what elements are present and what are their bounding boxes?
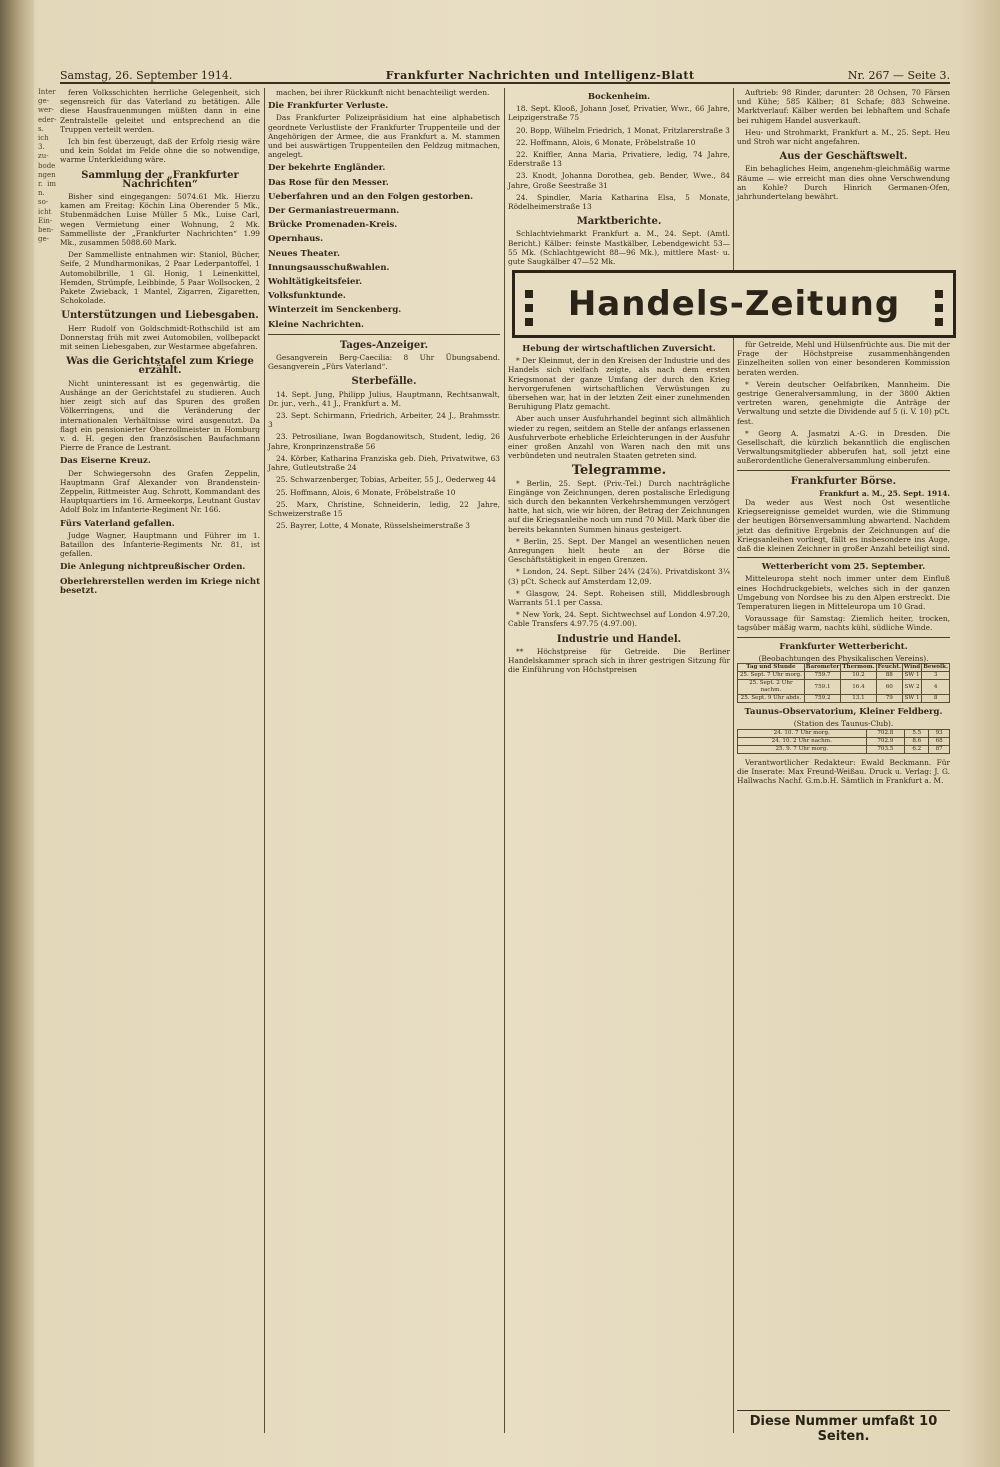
article-heading: Neues Theater. xyxy=(268,248,340,259)
article-heading: Das Rose für den Messer. xyxy=(268,177,389,188)
article-heading: Volksfunktunde. xyxy=(268,291,346,302)
column-header: Barometer xyxy=(805,664,840,671)
table-cell: 25. Sept. 7 Uhr morg. xyxy=(738,672,805,680)
article-text: Schlachtviehmarkt Frankfurt a. M., 24. Sept. (Amtl. Bericht.) Kälber: feinste Mastkälber, Lebendgewicht 53—55 Mk. (Schlachtgewicht 88—96 Mk.), mittlere Mast- u. gute Saugkälber 47—52 Mk. xyxy=(508,229,730,267)
article-text: Gesangverein Berg-Caecilia: 8 Uhr Übungsabend. Gesangverein „Fürs Vaterland“. xyxy=(268,353,500,372)
article-text: * Berlin, 25. Sept. (Priv.-Tel.) Durch nachträgliche Eingänge von Zeichnungen, deren postalische Erledigung sich durch den bekannten Verkehrshemmungen verzögert hatte, hat sich, wie wir hören, der Betrag der Zeichnungen auf die Kriegsanleihe noch um rund 70 Mill. Mark über die bereits bekannten Summen hinaus gesteigert. xyxy=(508,478,730,534)
article-heading: Winterzeit im Senckenberg. xyxy=(268,305,402,316)
divider xyxy=(268,334,500,335)
table-cell: 8.6 xyxy=(905,737,929,745)
taunus-table xyxy=(737,729,950,754)
article-heading: Der Germaniastreuermann. xyxy=(268,206,400,217)
dateline: Frankfurt a. M., 25. Sept. 1914. xyxy=(819,488,950,498)
table-row xyxy=(738,672,950,680)
article-heading: Taunus-Observatorium, Kleiner Feldberg. xyxy=(744,707,943,718)
death-notices xyxy=(268,390,500,531)
article-text: * New York, 24. Sept. Sichtwechsel auf London 4.97.20, Cable Transfers 4.97.75 (4.97.00). xyxy=(508,610,730,629)
column-4-top xyxy=(737,88,950,243)
column-header: Tag und Stunde xyxy=(738,664,805,672)
column-rule xyxy=(264,88,265,1433)
table-cell: 93 xyxy=(929,729,950,737)
divider xyxy=(737,557,950,558)
header-date: Samstag, 26. September 1914. xyxy=(60,69,233,82)
table-cell: 4 xyxy=(922,680,950,695)
table-caption: (Station des Taunus-Club). xyxy=(793,719,894,729)
article-heading: Opernhaus. xyxy=(268,234,324,245)
death-notice: 20. Bopp, Wilhelm Friedrich, 1 Monat, Fritzlarerstraße 3 xyxy=(516,125,730,135)
article-text: Der Sammelliste entnahmen wir: Staniol, Bücher, Seife, 2 Mundharmonikas, 2 Paar Lederpantoffel, 1 Automobilbrille, 1 Gl. Honig, 1 Leinenkittel, Hemden, Strümpfe, Leibbinde, 5 Paar Wollsocken, 2 Pakete Zwieback, 1 Mantel, Zigarren, Zigaretten, Schokolade. xyxy=(60,250,260,306)
article-text: ** Höchstpreise für Getreide. Die Berliner Handelskammer sprach sich in ihrer gestrigen Sitzung für die Einführung von Höchstpreisen xyxy=(508,646,730,675)
death-notice: 23. Knodt, Johanna Dorothea, geb. Bender, Wwe., 84 Jahre, Große Seestraße 31 xyxy=(508,171,730,190)
section-heading: Aus der Geschäftswelt. xyxy=(779,151,908,163)
table-cell: 702.8 xyxy=(866,729,905,737)
article-text: * Glasgow, 24. Sept. Roheisen still, Middlesbrough Warrants 51.1 per Cassa. xyxy=(508,588,730,608)
table-cell: SW 2 xyxy=(902,680,921,695)
column-1 xyxy=(60,88,260,1433)
death-notice: 23. Petrosiliane, Iwan Bogdanowitsch, Student, ledig, 26 Jahre, Kronprinzenstraße 56 xyxy=(268,432,500,451)
table-cell: 10.2 xyxy=(841,672,876,680)
article-heading: Fürs Vaterland gefallen. xyxy=(60,518,175,529)
table-cell: 68 xyxy=(929,737,950,745)
banner-title: Handels-Zeitung xyxy=(567,284,901,324)
death-notice: 25. Hoffmann, Alois, 6 Monate, Fröbelstraße 10 xyxy=(276,487,456,497)
article-heading: Innungsausschußwahlen. xyxy=(268,262,390,273)
table-cell: 25. Sept. 9 Uhr abds. xyxy=(738,695,805,703)
article-text: Ein behagliches Heim, angenehm-gleichmäßig warme Räume — wie erreicht man dies ohne Verschwendung an Kohle? Durch Hinrich Germanen-Ofen, jahrhundertelang bewährt. xyxy=(737,164,950,202)
divider xyxy=(737,637,950,638)
table-row xyxy=(738,729,950,737)
table-caption: (Beobachtungen des Physikalischen Vereins). xyxy=(758,653,929,663)
table-row xyxy=(738,737,950,745)
article-text: * Berlin, 25. Sept. Der Mangel an wesentlichen neuen Anregungen hielt heute an der Börse die Geschäftstätigkeit in engen Grenzen. xyxy=(508,536,730,565)
table-cell: 702.9 xyxy=(866,737,905,745)
header-page-number: Nr. 267 — Seite 3. xyxy=(847,69,950,82)
table-row xyxy=(738,680,950,695)
death-notice: 22. Hoffmann, Alois, 6 Monate, Fröbelstraße 10 xyxy=(516,137,696,147)
article-text: Voraussage für Samstag: Ziemlich heiter, trocken, tagsüber mäßig warm, nachts kühl, südliche Winde. xyxy=(737,614,950,633)
article-text: * Der Kleinmut, der in den Kreisen der Industrie und des Handels sich vielfach zeigte, als nach dem ersten Kriegsmonat der ganze Umfang der durch den Krieg hervorgerufenen wirtschaftlichen Verwüstungen zu übersehen war, hat in der letzten Zeit einer zunehmenden Beruhigung Platz gemacht. xyxy=(508,356,730,412)
article-heading: Die Frankfurter Verluste. xyxy=(268,101,389,112)
column-header: Feucht. xyxy=(877,664,901,671)
binding-spine xyxy=(0,0,34,1467)
death-notice: 24. Körber, Katharina Franziska geb. Dieh, Privatwitwe, 63 Jahre, Gutleutstraße 24 xyxy=(268,453,500,473)
table-cell: 24. 10. 2 Uhr nachm. xyxy=(738,737,867,745)
death-notice: 23. Sept. Schirmann, Friedrich, Arbeiter, 24 J., Brahmsstr. 3 xyxy=(268,411,500,430)
section-heading: Sammlung der „Frankfurter Nachrichten“ xyxy=(81,169,239,190)
table-cell: 25. Sept. 2 Uhr nachm. xyxy=(738,680,805,695)
margin-fragment-column xyxy=(38,88,56,1418)
death-notice: 14. Sept. Jung, Philipp Julius, Hauptmann, Rechtsanwalt, Dr. jur., verh., 41 J., Frankfurt a. M. xyxy=(268,389,500,408)
death-notice: 18. Sept. Klooß, Johann Josef, Privatier, Wwr., 66 Jahre, Leipzigerstraße 75 xyxy=(508,104,730,123)
table-cell: 25. 9. 7 Uhr morg. xyxy=(738,745,867,753)
column-header: Thermom. xyxy=(842,664,875,671)
table-cell: 13.1 xyxy=(841,695,876,703)
table-header-row xyxy=(738,664,950,672)
article-text: Heu- und Strohmarkt, Frankfurt a. M., 25. Sept. Heu und Stroh war nicht angefahren. xyxy=(737,127,950,147)
table-row xyxy=(738,695,950,703)
article-heading: Oberlehrerstellen werden im Kriege nicht besetzt. xyxy=(60,576,260,596)
table-cell: 6.2 xyxy=(905,745,929,753)
article-heading: Hebung der wirtschaftlichen Zuversicht. xyxy=(522,344,716,354)
header-paper-title: Frankfurter Nachrichten und Intelligenz-Blatt xyxy=(385,69,695,82)
article-heading: Ueberfahren und an den Folgen gestorben. xyxy=(268,191,474,202)
imprint: Verantwortlicher Redakteur: Ewald Beckmann. Für die Inserate: Max Freund-Weißau. Druck u. Verlag: J. G. Hallwachs Nachf. G.m.b.H. Sämtlich in Frankfurt a. M. xyxy=(737,757,950,785)
table-cell: 759.1 xyxy=(804,680,841,695)
death-notice: 22. Kniffler, Anna Maria, Privatiere, ledig, 74 Jahre, Ederstraße 13 xyxy=(508,150,730,169)
article-text: * London, 24. Sept. Silber 24¾ (24⅞). Privatdiskont 3¼ (3) pCt. Scheck auf Amsterdam 12,09. xyxy=(508,567,730,586)
section-heading: Telegramme. xyxy=(571,463,667,479)
article-heading: Wohltätigkeitsfeier. xyxy=(268,277,363,288)
death-notice: 24. Spindler, Maria Katharina Elsa, 5 Monate, Rödelheimerstraße 13 xyxy=(508,192,730,212)
article-heading: Frankfurter Wetterbericht. xyxy=(779,641,908,652)
article-text: feren Volksschichten herrliche Gelegenheit, sich segensreich für das Vaterland zu betätigen. Alle diese Hausfrauenmungen müßten dann in eine Zentralstelle geleitet und entsprechend an die Truppen verteilt werden. xyxy=(60,88,260,134)
article-heading: Kleine Nachrichten. xyxy=(268,319,364,330)
section-heading: Sterbefälle. xyxy=(351,376,417,388)
article-heading: Bockenheim. xyxy=(587,92,651,102)
article-heading: Das Eiserne Kreuz. xyxy=(60,456,151,467)
table-cell: 24. 10. 7 Uhr morg. xyxy=(738,729,867,737)
column-6 xyxy=(737,340,950,1400)
death-notice: 25. Schwarzenberger, Tobias, Arbeiter, 55 J., Oederweg 44 xyxy=(276,475,496,485)
table-cell: 8 xyxy=(922,695,950,703)
table-cell: 88 xyxy=(876,672,902,680)
section-heading: Was die Gerichtstafel zum Kriege erzählt. xyxy=(66,356,254,377)
running-header xyxy=(60,60,950,84)
article-text: machen, bei ihrer Rückkunft nicht benachteiligt werden. xyxy=(276,88,490,97)
section-heading: Unterstützungen und Liebesgaben. xyxy=(61,310,259,322)
column-2 xyxy=(268,88,500,1433)
column-header: Bewölk. xyxy=(923,664,948,671)
section-heading: Tages-Anzeiger. xyxy=(339,339,429,351)
death-notice: 25. Bayrer, Lotte, 4 Monate, Rüsselsheimerstraße 3 xyxy=(276,521,471,531)
table-cell: 87 xyxy=(929,745,950,753)
handels-zeitung-banner xyxy=(512,270,956,338)
article-text: Das Frankfurter Polizeipräsidium hat eine alphabetisch geordnete Verlustliste der Frankfurter Truppenteile und der Angehörigen der Armee, die aus Frankfurt a. M. stammen und bei auswärtigen Truppenteilen den Feldzug mitmachen, angelegt. xyxy=(268,113,500,160)
section-heading: Industrie und Handel. xyxy=(556,633,682,645)
article-text: Herr Rudolf von Goldschmidt-Rothschild ist am Donnerstag früh mit zwei Automobilen, vollbepackt mit seinen Liebesgaben, zur Westarmee abgefahren. xyxy=(60,323,260,352)
table-cell: SW 1 xyxy=(902,695,921,703)
page-footer: Diese Nummer umfaßt 10 Seiten. xyxy=(737,1410,950,1438)
article-text: Judge Wagner, Hauptmann und Führer im 1. Bataillon des Infanterie-Regiments Nr. 81, ist gefallen. xyxy=(60,530,260,559)
column-rule xyxy=(504,88,505,1433)
section-heading: Frankfurter Börse. xyxy=(790,475,897,487)
article-text: Mitteleuropa steht noch immer unter dem Einfluß eines Hochdruckgebiets, welches sich in der ganzen Umgebung von Nordsee bis zu den Alpen erstreckt. Die Temperaturen liegen in Mitteleuropa um 10 Grad. xyxy=(737,574,950,612)
article-heading: Wetterbericht vom 25. September. xyxy=(761,562,926,573)
table-cell: 79 xyxy=(876,695,902,703)
table-row xyxy=(738,745,950,753)
article-text: Auftrieb: 98 Rinder, darunter: 28 Ochsen, 70 Färsen und Kühe; 585 Kälber; 81 Schafe; 883 Schweine. Marktverlauf: Kälber werden bei lebhaftem und Schafe bei ruhigem Handel ausverkauft. xyxy=(737,88,950,125)
article-heading: Brücke Promenaden-Kreis. xyxy=(268,220,398,231)
column-5 xyxy=(508,340,730,1430)
divider xyxy=(737,470,950,471)
article-text: Der Schwiegersohn des Grafen Zeppelin, Hauptmann Graf Alexander von Brandenstein-Zeppelin, Rittmeister Aug. Schrott, Kommandant des Hauptquartiers im 16. Armeekorps, Leutnant Gustav Adolf Bolz im Infanterie-Regiment Nr. 166. xyxy=(60,468,260,515)
table-cell: 16.4 xyxy=(841,680,876,695)
section-heading: Marktberichte. xyxy=(576,216,662,228)
article-text: Aber auch unser Ausfuhrhandel beginnt sich allmählich wieder zu regen, seitdem an Stelle der anfangs erlassenen Ausfuhrverbote erhebliche Erleichterungen in der Ausfuhr einer großen Anzahl von Waren nach den mit uns verbündeten und neutralen Staaten getreten sind. xyxy=(508,414,730,461)
table-cell: 759.2 xyxy=(804,695,841,703)
margin-fragments: Inter ge- wer- eder- s. ich 3. zu- bode ngen r. im n. so- icht Ein- ben- ge- xyxy=(38,88,57,244)
table-cell: 759.7 xyxy=(804,672,841,680)
article-text: Bisher sind eingegangen: 5074.61 Mk. Hierzu kamen am Freitag: Köchin Lina Oberender 5 Mk., Stubenmädchen Luise Müller 5 Mk., Luise Carl, wegen Vermietung einer Wohnung, 2 Mk. Sammelliste der „Frankfurter Nachrichten“ 1.99 Mk., zusammen 5088.60 Mark. xyxy=(60,192,260,248)
article-text: * Verein deutscher Oelfabriken, Mannheim. Die gestrige Generalversammlung, in der 3800 Aktien vertreten waren, genehmigte die Anträge der Verwaltung und setzte die Dividende auf 5 (i. V. 10) pCt. fest. xyxy=(737,379,950,426)
column-header: Wind xyxy=(903,664,921,671)
article-text: Da weder aus West noch Ost wesentliche Kriegsereignisse gemeldet wurden, wie die Stimmung der heutigen Börsenversammlung abwartend. Nachdem jetzt das definitive Ergebnis der Zeichnungen auf die Kriegsanleihen vorliegt, fällt es insbesondere ins Auge, daß die kleinen Zeichner in großer Anzahl beteiligt sind. xyxy=(737,498,950,554)
banner-ornament-left xyxy=(525,287,533,329)
table-cell: 5.5 xyxy=(905,729,929,737)
banner-ornament-right xyxy=(935,287,943,329)
column-3-top xyxy=(508,88,730,267)
death-notice: 25. Marx, Christine, Schneiderin, ledig, 22 Jahre, Schweizerstraße 15 xyxy=(268,499,500,518)
article-heading: Die Anlegung nichtpreußischer Orden. xyxy=(60,562,246,573)
article-text: Nicht uninteressant ist es gegenwärtig, die Aushänge an der Gerichtstafel zu studieren. Auch hier zeigt sich auf das Spuren des großen Völkerringens, und die Veränderung der internationalen Verhältnisse wird ausgenutzt. Da flagt ein pensionierter Oberzollmeister in Homburg v. d. H. gegen den französischen Baufachmann Pierre de France de Lestrant. xyxy=(60,378,260,453)
article-text: * Georg A. Jasmatzi A.-G. in Dresden. Die Gesellschaft, die kürzlich bekanntlich die englischen Verwaltungsmitglieder abberufen hat, soll jetzt eine außerordentliche Generalversammlung einberufen. xyxy=(737,428,950,466)
table-cell: 60 xyxy=(876,680,902,695)
table-cell: 3 xyxy=(922,672,950,680)
article-text: Ich bin fest überzeugt, daß der Erfolg riesig wäre und kein Soldat im Felde ohne die so notwendige, warme Unterkleidung wäre. xyxy=(60,137,260,165)
article-text: für Getreide, Mehl und Hülsenfrüchte aus. Die mit der Frage der Höchstpreise zusammenhängenden Einzelheiten sollen von einer besonderen Kommission beraten werden. xyxy=(737,340,950,377)
article-heading: Der bekehrte Engländer. xyxy=(268,163,386,174)
table-cell: SW 1 xyxy=(902,672,921,680)
weather-table xyxy=(737,663,950,703)
table-cell: 703.5 xyxy=(866,745,905,753)
